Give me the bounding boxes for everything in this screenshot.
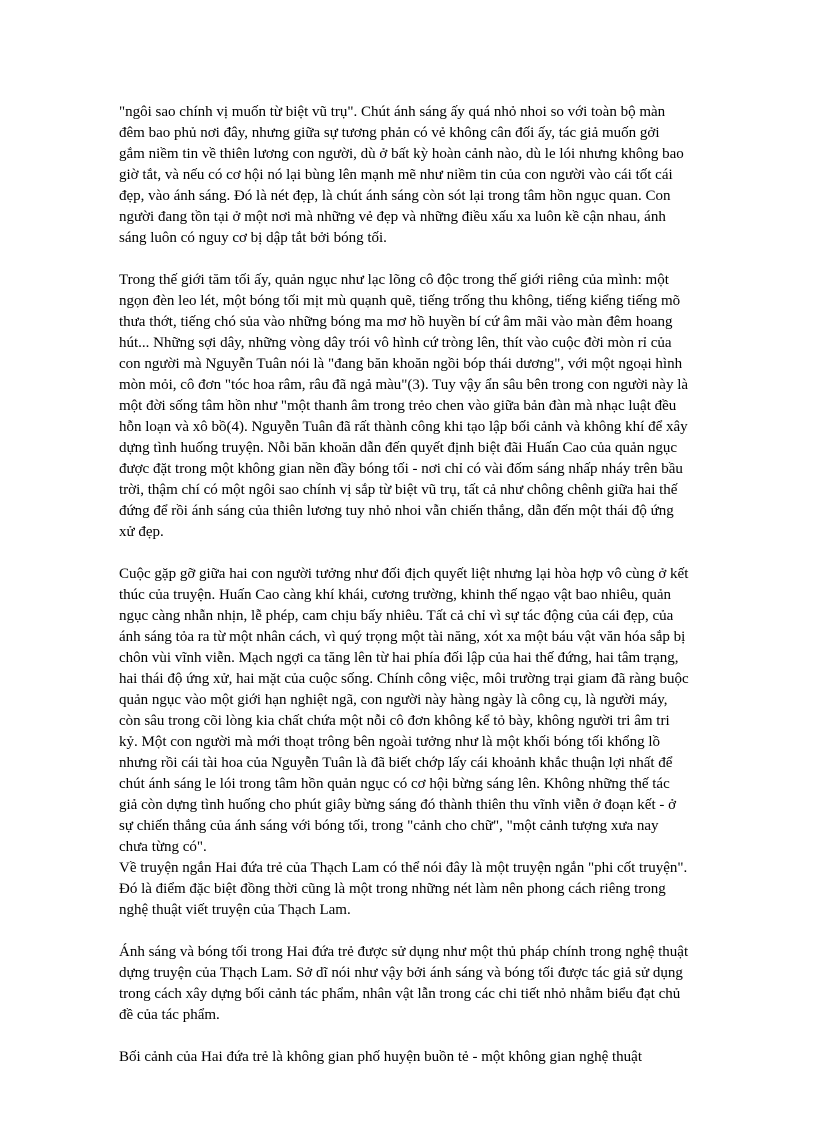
paragraph-2: Trong thế giới tăm tối ấy, quản ngục như lạc lõng cô độc trong thế giới riêng của mình: một ngọn đèn leo lét, một bóng tối mịt mù quạnh quẽ, tiếng trống thu không, tiếng kiểng tiếng mõ thưa thớt, tiếng chó sủa vào những bóng ma mơ hồ huyền bí cứ âm mãi vào màn đêm hoang hút... Những sợi dây, những vòng dây trói vô hình cứ tròng lên, thít vào cuộc đời mòn rỉ của con người mà Nguyễn Tuân nói là "đang băn khoăn ngồi bóp thái dương", với một ngoại hình mòn mỏi, cô đơn "tóc hoa râm, râu đã ngả màu"(3). Tuy vậy ẩn sâu bên trong con người này là một đời sống tâm hồn như "một thanh âm trong trẻo chen vào giữa bản đàn mà nhạc luật đều hỗn loạn và xô bồ(4). Nguyễn Tuân đã rất thành công khi tạo lập bối cảnh và không khí để xây dựng tình huống truyện. Nỗi băn khoăn dẫn đến quyết định biệt đãi Huấn Cao của quản ngục được đặt trong một không gian nền đầy bóng tối - nơi chỉ có vài đốm sáng nhấp nháy trên bầu trời, thậm chí có một ngôi sao chính vị sắp từ biệt vũ trụ, tất cả như chông chênh giữa hai thế đứng để rồi ánh sáng của thiên lương tuy nhỏ nhoi vẫn chiến thắng, dẫn đến một thái độ ứng xử đẹp. [119, 272, 689, 540]
paragraph-4: Về truyện ngắn Hai đứa trẻ của Thạch Lam có thể nói đây là một truyện ngắn "phi cốt truyện". Đó là điểm đặc biệt đồng thời cũng là một trong những nét làm nên phong cách riêng trong nghệ thuật viết truyện của Thạch Lam. [119, 860, 688, 918]
paragraph-1: "ngôi sao chính vị muốn từ biệt vũ trụ". Chút ánh sáng ấy quá nhỏ nhoi so với toàn bộ màn đêm bao phủ nơi đây, nhưng giữa sự tương phản có vẻ không cân đối ấy, tác giả muốn gởi gắm niềm tin về thiên lương con người, dù ở bất kỳ hoàn cảnh nào, dù le lói nhưng không bao giờ tắt, và nếu có cơ hội nó lại bùng lên mạnh mẽ như niềm tin của con người vào cái tốt cái đẹp, vào ánh sáng. Đó là nét đẹp, là chút ánh sáng còn sót lại trong tâm hồn ngục quan. Con người đang tồn tại ở một nơi mà những vẻ đẹp và những điều xấu xa luôn kề cận nhau, ánh sáng luôn có nguy cơ bị dập tắt bởi bóng tối. [119, 104, 684, 246]
paragraph-3: Cuộc gặp gỡ giữa hai con người tưởng như đối địch quyết liệt nhưng lại hòa hợp vô cùng ở kết thúc của truyện. Huấn Cao càng khí khái, cương trường, khinh thế ngạo vật bao nhiêu, quản ngục càng nhẫn nhịn, lễ phép, cam chịu bấy nhiêu. Tất cả chỉ vì sự tác động của cái đẹp, của ánh sáng tỏa ra từ một nhân cách, vì quý trọng một tài năng, xót xa một báu vật văn hóa sắp bị chôn vùi vĩnh viễn. Mạch ngợi ca tăng lên từ hai phía đối lập của hai thế đứng, hai tâm trạng, hai thái độ ứng xử, hai mặt của cuộc sống. Chính công việc, môi trường trại giam đã ràng buộc quản ngục vào một giới hạn nghiệt ngã, con người này hàng ngày là công cụ, là người máy, còn sâu trong cõi lòng kia chất chứa một nỗi cô đơn không kể tỏ bày, không người tri âm tri kỷ. Một con người mà mới thoạt trông bên ngoài tưởng như là một khối bóng tối khổng lồ nhưng rồi cái tài hoa của Nguyễn Tuân là đã biết chớp lấy cái khoảnh khắc thuận lợi nhất để chút ánh sáng le lói trong tâm hồn quản ngục có cơ hội bừng sáng lên. Không những thế tác giả còn dựng tình huống cho phút giây bừng sáng đó thành thiên thu vĩnh viễn ở đoạn kết - ở sự chiến thắng của ánh sáng với bóng tối, trong "cảnh cho chữ", "một cảnh tượng xưa nay chưa từng có". [119, 566, 689, 855]
paragraph-spacer [119, 249, 689, 270]
paragraph-spacer [119, 921, 689, 942]
paragraph-6: Bối cảnh của Hai đứa trẻ là không gian phố huyện buồn tẻ - một không gian nghệ thuật [119, 1049, 643, 1065]
paragraph-spacer [119, 1026, 689, 1047]
document-page [119, 102, 689, 1068]
paragraph-5: Ánh sáng và bóng tối trong Hai đứa trẻ được sử dụng như một thủ pháp chính trong nghệ thuật dựng truyện của Thạch Lam. Sở dĩ nói như vậy bởi ánh sáng và bóng tối được tác giả sử dụng trong cách xây dựng bối cảnh tác phẩm, nhân vật lẫn trong các chi tiết nhỏ nhằm biểu đạt chủ đề của tác phẩm. [119, 944, 689, 1023]
paragraph-spacer [119, 543, 689, 564]
